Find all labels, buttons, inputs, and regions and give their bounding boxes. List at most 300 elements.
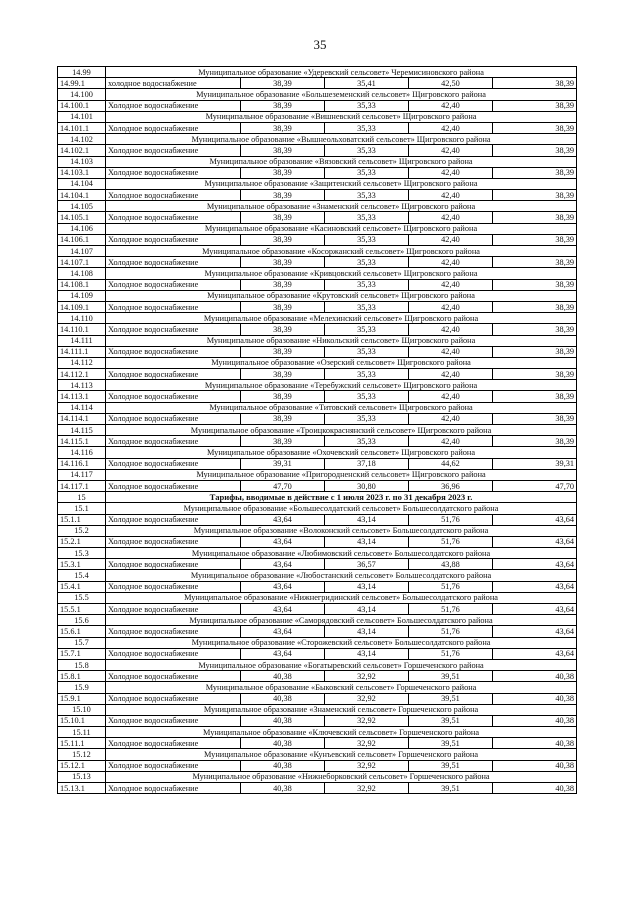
tariff-row (58, 324, 577, 335)
municipality-name: Муниципальное образование «Крутовский сельсовет» Щигровского района (106, 290, 577, 301)
tariff-value: 43,64 (241, 626, 325, 637)
tariff-value: 40,38 (493, 760, 577, 771)
tariff-row (58, 234, 577, 245)
municipality-name: Муниципальное образование «Вишневский сельсовет» Щигровского района (106, 111, 577, 122)
row-number: 15.7.1 (58, 648, 106, 659)
service-name: Холодное водоснабжение (106, 693, 241, 704)
tariff-value: 42,50 (409, 78, 493, 89)
tariff-value: 40,38 (241, 760, 325, 771)
municipality-name: Муниципальное образование «Любимовский сельсовет» Большесолдатского района (106, 548, 577, 559)
municipality-name: Муниципальное образование «Большесолдатский сельсовет» Большесолдатского района (106, 503, 577, 514)
tariff-value: 35,33 (325, 279, 409, 290)
municipality-row (58, 380, 577, 391)
tariff-row (58, 760, 577, 771)
municipality-name: Муниципальное образование «Защитенский сельсовет» Щигровского района (106, 178, 577, 189)
tariff-value: 43,14 (325, 648, 409, 659)
tariff-value: 38,39 (493, 212, 577, 223)
tariff-value: 38,39 (493, 145, 577, 156)
tariff-value: 42,40 (409, 324, 493, 335)
service-name: Холодное водоснабжение (106, 167, 241, 178)
municipality-row (58, 592, 577, 603)
tariff-value: 43,64 (241, 514, 325, 525)
tariff-value: 51,76 (409, 626, 493, 637)
tariff-value: 43,14 (325, 581, 409, 592)
tariff-value: 51,76 (409, 648, 493, 659)
tariff-row (58, 369, 577, 380)
municipality-row (58, 447, 577, 458)
municipality-row (58, 637, 577, 648)
service-name: Холодное водоснабжение (106, 122, 241, 133)
service-name: Холодное водоснабжение (106, 436, 241, 447)
tariff-value: 40,38 (241, 783, 325, 794)
row-number: 14.101 (58, 111, 106, 122)
municipality-name: Муниципальное образование «Вышнеольховатский сельсовет» Щигровского района (106, 134, 577, 145)
service-name: холодное водоснабжение (106, 78, 241, 89)
service-name: Холодное водоснабжение (106, 715, 241, 726)
municipality-name: Муниципальное образование «Мелехинский сельсовет» Щигровского района (106, 313, 577, 324)
row-number: 15.10 (58, 704, 106, 715)
row-number: 15.13.1 (58, 783, 106, 794)
municipality-name: Муниципальное образование «Нижнегридинский сельсовет» Большесолдатского района (106, 592, 577, 603)
service-name: Холодное водоснабжение (106, 559, 241, 570)
tariff-value: 40,38 (493, 738, 577, 749)
row-number: 14.107 (58, 246, 106, 257)
tariff-value: 43,64 (493, 536, 577, 547)
tariff-row (58, 167, 577, 178)
tariff-row (58, 279, 577, 290)
municipality-name: Муниципальное образование «Титовский сельсовет» Щигровского района (106, 402, 577, 413)
municipality-row (58, 111, 577, 122)
tariff-row (58, 190, 577, 201)
row-number: 14.111 (58, 335, 106, 346)
row-number: 14.115 (58, 425, 106, 436)
tariff-row (58, 458, 577, 469)
tariff-value: 38,39 (493, 369, 577, 380)
tariff-value: 43,14 (325, 604, 409, 615)
tariff-value: 39,51 (409, 760, 493, 771)
municipality-name: Муниципальное образование «Охочевский сельсовет» Щигровского района (106, 447, 577, 458)
municipality-name: Муниципальное образование «Никольский сельсовет» Щигровского района (106, 335, 577, 346)
tariff-value: 38,39 (241, 212, 325, 223)
tariff-value: 42,40 (409, 122, 493, 133)
page-number: 35 (313, 37, 327, 52)
tariff-value: 39,51 (409, 738, 493, 749)
municipality-row (58, 425, 577, 436)
tariff-value: 39,51 (409, 671, 493, 682)
row-number: 15.5 (58, 592, 106, 603)
tariff-value: 43,64 (493, 514, 577, 525)
tariff-value: 35,33 (325, 346, 409, 357)
row-number: 14.102.1 (58, 145, 106, 156)
tariff-value: 38,39 (493, 346, 577, 357)
tariff-value: 38,39 (241, 279, 325, 290)
tariff-row (58, 301, 577, 312)
tariff-value: 39,31 (493, 458, 577, 469)
tariff-value: 35,33 (325, 122, 409, 133)
tariff-value: 32,92 (325, 715, 409, 726)
tariff-value: 35,41 (325, 78, 409, 89)
row-number: 15.12 (58, 749, 106, 760)
service-name: Холодное водоснабжение (106, 458, 241, 469)
tariff-value: 40,38 (241, 693, 325, 704)
row-number: 15.9.1 (58, 693, 106, 704)
tariff-row (58, 648, 577, 659)
service-name: Холодное водоснабжение (106, 100, 241, 111)
tariff-value: 36,96 (409, 480, 493, 491)
tariff-row (58, 122, 577, 133)
tariff-value: 42,40 (409, 391, 493, 402)
tariff-value: 38,39 (241, 301, 325, 312)
section-title: Тарифы, вводимые в действие с 1 июля 2023 г. по 31 декабря 2023 г. (106, 492, 577, 503)
row-number: 14.108 (58, 268, 106, 279)
municipality-row (58, 156, 577, 167)
row-number: 14.111.1 (58, 346, 106, 357)
tariff-value: 43,64 (493, 626, 577, 637)
tariff-value: 35,33 (325, 212, 409, 223)
row-number: 15.3 (58, 548, 106, 559)
tariff-value: 39,51 (409, 783, 493, 794)
tariff-value: 42,40 (409, 413, 493, 424)
tariff-row (58, 480, 577, 491)
tariff-row (58, 514, 577, 525)
row-number: 14.117.1 (58, 480, 106, 491)
tariff-value: 35,33 (325, 301, 409, 312)
tariff-value: 38,39 (241, 100, 325, 111)
municipality-name: Муниципальное образование «Знаменский сельсовет» Щигровского района (106, 201, 577, 212)
tariff-row (58, 693, 577, 704)
municipality-name: Муниципальное образование «Знаменский сельсовет» Горшеченского района (106, 704, 577, 715)
municipality-name: Муниципальное образование «Богатыревский сельсовет» Горшеченского района (106, 659, 577, 670)
tariff-value: 38,39 (241, 413, 325, 424)
municipality-row (58, 67, 577, 78)
tariff-value: 38,39 (241, 257, 325, 268)
tariff-value: 38,39 (493, 413, 577, 424)
tariff-value: 35,33 (325, 413, 409, 424)
tariff-value: 32,92 (325, 783, 409, 794)
municipality-name: Муниципальное образование «Кунъевский сельсовет» Горшеченского района (106, 749, 577, 760)
tariff-value: 32,92 (325, 671, 409, 682)
tariff-value: 38,39 (493, 122, 577, 133)
tariff-value: 38,39 (241, 190, 325, 201)
row-number: 14.107.1 (58, 257, 106, 268)
municipality-name: Муниципальное образование «Ключевский сельсовет» Горшеченского района (106, 727, 577, 738)
row-number: 14.114 (58, 402, 106, 413)
municipality-row (58, 525, 577, 536)
municipality-name: Муниципальное образование «Быковский сельсовет» Горшеченского района (106, 682, 577, 693)
row-number: 14.100 (58, 89, 106, 100)
row-number: 14.112 (58, 357, 106, 368)
tariff-value: 38,39 (241, 369, 325, 380)
municipality-row (58, 615, 577, 626)
row-number: 14.114.1 (58, 413, 106, 424)
municipality-name: Муниципальное образование «Любостанский сельсовет» Большесолдатского района (106, 570, 577, 581)
tariff-value: 42,40 (409, 301, 493, 312)
municipality-row (58, 682, 577, 693)
municipality-name: Муниципальное образование «Волоконский сельсовет» Большесолдатского района (106, 525, 577, 536)
tariff-value: 38,39 (493, 100, 577, 111)
row-number: 14.105.1 (58, 212, 106, 223)
tariff-value: 43,88 (409, 559, 493, 570)
tariff-value: 30,80 (325, 480, 409, 491)
municipality-row (58, 268, 577, 279)
tariff-value: 38,39 (493, 436, 577, 447)
row-number: 15.5.1 (58, 604, 106, 615)
service-name: Холодное водоснабжение (106, 514, 241, 525)
service-name: Холодное водоснабжение (106, 391, 241, 402)
row-number: 15.9 (58, 682, 106, 693)
tariff-value: 51,76 (409, 536, 493, 547)
tariff-value: 38,39 (493, 301, 577, 312)
tariff-value: 35,33 (325, 145, 409, 156)
tariff-value: 38,39 (493, 78, 577, 89)
municipality-row (58, 246, 577, 257)
tariff-value: 51,76 (409, 604, 493, 615)
service-name: Холодное водоснабжение (106, 145, 241, 156)
service-name: Холодное водоснабжение (106, 212, 241, 223)
tariff-value: 42,40 (409, 234, 493, 245)
row-number: 15.7 (58, 637, 106, 648)
tariff-row (58, 783, 577, 794)
row-number: 14.100.1 (58, 100, 106, 111)
municipality-name: Муниципальное образование «Пригородненский сельсовет» Щигровского района (106, 469, 577, 480)
municipality-row (58, 402, 577, 413)
row-number: 14.113.1 (58, 391, 106, 402)
row-number: 14.116 (58, 447, 106, 458)
municipality-name: Муниципальное образование «Теребужский сельсовет» Щигровского района (106, 380, 577, 391)
tariff-value: 43,14 (325, 536, 409, 547)
tariff-value: 39,51 (409, 693, 493, 704)
service-name: Холодное водоснабжение (106, 346, 241, 357)
service-name: Холодное водоснабжение (106, 671, 241, 682)
tariff-value: 43,64 (493, 559, 577, 570)
row-number: 14.117 (58, 469, 106, 480)
tariff-row (58, 738, 577, 749)
tariff-value: 38,39 (493, 279, 577, 290)
row-number: 15.13 (58, 771, 106, 782)
row-number: 14.116.1 (58, 458, 106, 469)
service-name: Холодное водоснабжение (106, 738, 241, 749)
row-number: 14.110.1 (58, 324, 106, 335)
tariff-value: 38,39 (493, 257, 577, 268)
municipality-row (58, 659, 577, 670)
tariff-table (57, 66, 577, 794)
tariff-value: 38,39 (493, 324, 577, 335)
row-number: 14.106.1 (58, 234, 106, 245)
municipality-row (58, 548, 577, 559)
municipality-row (58, 503, 577, 514)
tariff-row (58, 413, 577, 424)
tariff-value: 42,40 (409, 346, 493, 357)
tariff-value: 36,57 (325, 559, 409, 570)
tariff-row (58, 257, 577, 268)
tariff-value: 35,33 (325, 100, 409, 111)
tariff-value: 44,62 (409, 458, 493, 469)
tariff-value: 43,64 (241, 604, 325, 615)
row-number: 14.113 (58, 380, 106, 391)
tariff-value: 43,14 (325, 514, 409, 525)
row-number: 14.108.1 (58, 279, 106, 290)
row-number: 15.10.1 (58, 715, 106, 726)
tariff-value: 42,40 (409, 212, 493, 223)
tariff-value: 51,76 (409, 514, 493, 525)
row-number: 15.11 (58, 727, 106, 738)
tariff-row (58, 626, 577, 637)
tariff-value: 35,33 (325, 391, 409, 402)
row-number: 15 (58, 492, 106, 503)
tariff-value: 42,40 (409, 190, 493, 201)
tariff-value: 38,39 (241, 324, 325, 335)
tariff-value: 38,39 (241, 78, 325, 89)
service-name: Холодное водоснабжение (106, 257, 241, 268)
municipality-name: Муниципальное образование «Вязовский сельсовет» Щигровского района (106, 156, 577, 167)
tariff-value: 32,92 (325, 760, 409, 771)
tariff-value: 42,40 (409, 369, 493, 380)
tariff-value: 35,33 (325, 257, 409, 268)
row-number: 15.4.1 (58, 581, 106, 592)
row-number: 14.109 (58, 290, 106, 301)
service-name: Холодное водоснабжение (106, 604, 241, 615)
tariff-value: 43,64 (241, 581, 325, 592)
tariff-value: 35,33 (325, 234, 409, 245)
service-name: Холодное водоснабжение (106, 301, 241, 312)
tariff-value: 40,38 (493, 715, 577, 726)
tariff-row (58, 671, 577, 682)
row-number: 14.112.1 (58, 369, 106, 380)
municipality-row (58, 704, 577, 715)
row-number: 14.104 (58, 178, 106, 189)
municipality-row (58, 357, 577, 368)
municipality-name: Муниципальное образование «Касиновский сельсовет» Щигровского района (106, 223, 577, 234)
municipality-name: Муниципальное образование «Большеземенский сельсовет» Щигровского района (106, 89, 577, 100)
service-name: Холодное водоснабжение (106, 760, 241, 771)
tariff-value: 35,33 (325, 324, 409, 335)
row-number: 14.102 (58, 134, 106, 145)
row-number: 15.8.1 (58, 671, 106, 682)
row-number: 15.2.1 (58, 536, 106, 547)
service-name: Холодное водоснабжение (106, 626, 241, 637)
row-number: 14.115.1 (58, 436, 106, 447)
municipality-row (58, 223, 577, 234)
row-number: 14.109.1 (58, 301, 106, 312)
tariff-value: 32,92 (325, 738, 409, 749)
tariff-value: 38,39 (241, 122, 325, 133)
section-header-row (58, 492, 577, 503)
municipality-row (58, 771, 577, 782)
tariff-table-body (58, 67, 577, 794)
municipality-row (58, 290, 577, 301)
tariff-row (58, 436, 577, 447)
tariff-row (58, 212, 577, 223)
municipality-row (58, 749, 577, 760)
service-name: Холодное водоснабжение (106, 369, 241, 380)
service-name: Холодное водоснабжение (106, 480, 241, 491)
tariff-value: 38,39 (493, 234, 577, 245)
row-number: 14.110 (58, 313, 106, 324)
tariff-value: 39,31 (241, 458, 325, 469)
tariff-value: 35,33 (325, 190, 409, 201)
tariff-value: 37,18 (325, 458, 409, 469)
tariff-row (58, 78, 577, 89)
row-number: 14.101.1 (58, 122, 106, 133)
service-name: Холодное водоснабжение (106, 783, 241, 794)
tariff-value: 40,38 (493, 783, 577, 794)
municipality-row (58, 178, 577, 189)
municipality-row (58, 335, 577, 346)
tariff-value: 40,38 (241, 738, 325, 749)
row-number: 14.104.1 (58, 190, 106, 201)
municipality-name: Муниципальное образование «Озерский сельсовет» Щигровского района (106, 357, 577, 368)
service-name: Холодное водоснабжение (106, 324, 241, 335)
service-name: Холодное водоснабжение (106, 536, 241, 547)
tariff-row (58, 604, 577, 615)
municipality-row (58, 727, 577, 738)
tariff-value: 38,39 (493, 167, 577, 178)
municipality-row (58, 134, 577, 145)
tariff-row (58, 346, 577, 357)
row-number: 15.6.1 (58, 626, 106, 637)
row-number: 15.4 (58, 570, 106, 581)
tariff-row (58, 100, 577, 111)
tariff-row (58, 391, 577, 402)
municipality-name: Муниципальное образование «Сторожевский сельсовет» Большесолдатского района (106, 637, 577, 648)
row-number: 15.11.1 (58, 738, 106, 749)
tariff-value: 47,70 (493, 480, 577, 491)
municipality-row (58, 469, 577, 480)
tariff-row (58, 559, 577, 570)
tariff-value: 42,40 (409, 145, 493, 156)
row-number: 15.1.1 (58, 514, 106, 525)
municipality-name: Муниципальное образование «Нижнеборковский сельсовет» Горшеченского района (106, 771, 577, 782)
service-name: Холодное водоснабжение (106, 279, 241, 290)
tariff-row (58, 145, 577, 156)
tariff-value: 40,38 (241, 715, 325, 726)
row-number: 14.106 (58, 223, 106, 234)
tariff-value: 38,39 (241, 391, 325, 402)
row-number: 15.1 (58, 503, 106, 514)
tariff-value: 42,40 (409, 257, 493, 268)
row-number: 14.105 (58, 201, 106, 212)
tariff-value: 35,33 (325, 369, 409, 380)
tariff-value: 42,40 (409, 279, 493, 290)
tariff-value: 43,64 (493, 604, 577, 615)
row-number: 14.99.1 (58, 78, 106, 89)
tariff-value: 38,39 (241, 145, 325, 156)
municipality-row (58, 570, 577, 581)
tariff-row (58, 536, 577, 547)
tariff-value: 42,40 (409, 100, 493, 111)
row-number: 14.99 (58, 67, 106, 78)
tariff-value: 42,40 (409, 436, 493, 447)
row-number: 15.3.1 (58, 559, 106, 570)
row-number: 15.8 (58, 659, 106, 670)
tariff-value: 51,76 (409, 581, 493, 592)
tariff-value: 38,39 (241, 436, 325, 447)
tariff-value: 38,39 (241, 346, 325, 357)
municipality-name: Муниципальное образование «Саморядовский сельсовет» Большесолдатского района (106, 615, 577, 626)
row-number: 15.6 (58, 615, 106, 626)
municipality-row (58, 201, 577, 212)
tariff-value: 40,38 (493, 693, 577, 704)
tariff-value: 40,38 (493, 671, 577, 682)
tariff-value: 38,39 (493, 190, 577, 201)
service-name: Холодное водоснабжение (106, 413, 241, 424)
tariff-value: 35,33 (325, 436, 409, 447)
municipality-name: Муниципальное образование «Удеревский сельсовет» Черемисиновского района (106, 67, 577, 78)
tariff-value: 42,40 (409, 167, 493, 178)
tariff-value: 43,64 (493, 581, 577, 592)
service-name: Холодное водоснабжение (106, 190, 241, 201)
row-number: 15.12.1 (58, 760, 106, 771)
